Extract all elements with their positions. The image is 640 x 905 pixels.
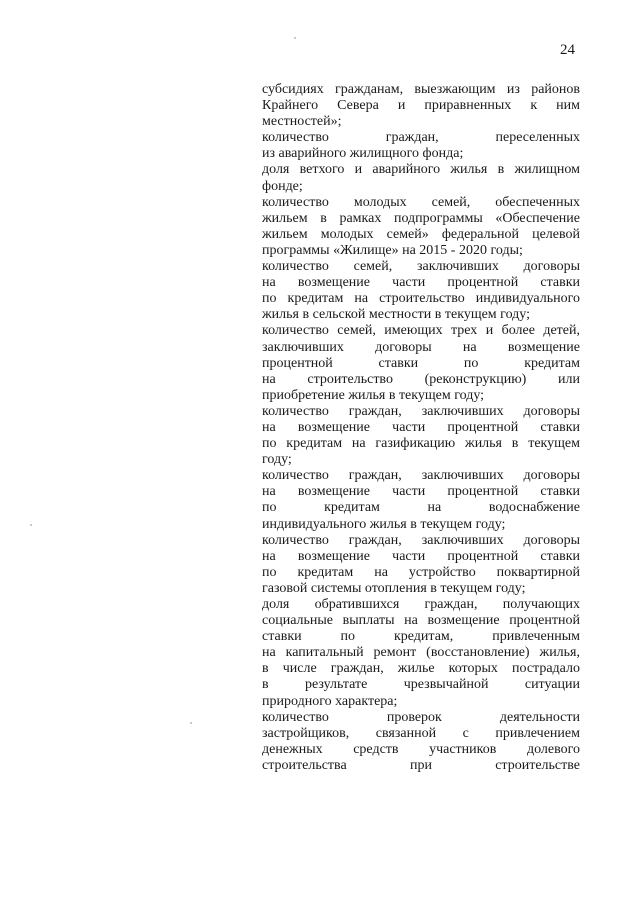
text-line: местностей»;	[262, 114, 342, 130]
text-line: по кредитам на газификацию жилья в текущем	[262, 436, 580, 452]
text-line: количество молодых семей, обеспеченных	[262, 194, 580, 210]
text-line: количество граждан, переселенных	[262, 130, 580, 146]
text-line: социальные выплаты на возмещение процентной	[262, 613, 580, 629]
text-line: газовой системы отопления в текущем году;	[262, 580, 526, 596]
text-line: в числе граждан, жилье которых пострадало	[262, 661, 580, 677]
text-line: на возмещение части процентной ставки	[262, 548, 580, 564]
text-line: Крайнего Севера и приравненных к ним	[262, 98, 580, 114]
scan-speck	[190, 722, 192, 724]
text-line: строительства при строительстве	[262, 757, 580, 773]
text-line: доля ветхого и аварийного жилья в жилищном	[262, 162, 580, 178]
text-line: по кредитам на устройство поквартирной	[262, 564, 580, 580]
text-line: на возмещение части процентной ставки	[262, 275, 580, 291]
text-line: жилья в сельской местности в текущем году;	[262, 307, 530, 323]
scan-speck	[294, 37, 296, 39]
text-line: по кредитам на строительство индивидуального	[262, 291, 580, 307]
text-line: программы «Жилище» на 2015 - 2020 годы;	[262, 242, 523, 258]
text-line: ставки по кредитам, привлеченным	[262, 629, 580, 645]
text-line: по кредитам на водоснабжение	[262, 500, 580, 516]
text-line: количество граждан, заключивших договоры	[262, 468, 580, 484]
text-line: количество семей, заключивших договоры	[262, 259, 580, 275]
text-line: в результате чрезвычайной ситуации	[262, 677, 580, 693]
text-line: на капитальный ремонт (восстановление) жилья,	[262, 645, 580, 661]
text-line: на возмещение части процентной ставки	[262, 484, 580, 500]
text-line: на возмещение части процентной ставки	[262, 419, 580, 435]
text-line: количество семей, имеющих трех и более детей,	[262, 323, 580, 339]
text-line: денежных средств участников долевого	[262, 741, 580, 757]
text-line: природного характера;	[262, 693, 398, 709]
text-line: жильем в рамках подпрограммы «Обеспечение	[262, 210, 580, 226]
text-line: количество проверок деятельности	[262, 709, 580, 725]
text-line: из аварийного жилищного фонда;	[262, 146, 464, 162]
text-line: процентной ставки по кредитам	[262, 355, 580, 371]
text-line: застройщиков, связанной с привлечением	[262, 725, 580, 741]
text-line: на строительство (реконструкцию) или	[262, 371, 580, 387]
text-line: индивидуального жилья в текущем году;	[262, 516, 506, 532]
text-line: жильем молодых семей» федеральной целевой	[262, 226, 580, 242]
text-line: приобретение жилья в текущем году;	[262, 387, 485, 403]
text-line: количество граждан, заключивших договоры	[262, 403, 580, 419]
text-line: доля обратившихся граждан, получающих	[262, 597, 580, 612]
text-line: заключивших договоры на возмещение	[262, 339, 580, 355]
text-line: году;	[262, 452, 292, 468]
page-number: 24	[560, 42, 575, 58]
text-line: фонде;	[262, 178, 303, 194]
text-line: количество граждан, заключивших договоры	[262, 532, 580, 548]
text-line: субсидиях гражданам, выезжающим из районов	[262, 82, 580, 97]
document-body	[262, 82, 580, 774]
scan-speck	[30, 524, 32, 526]
